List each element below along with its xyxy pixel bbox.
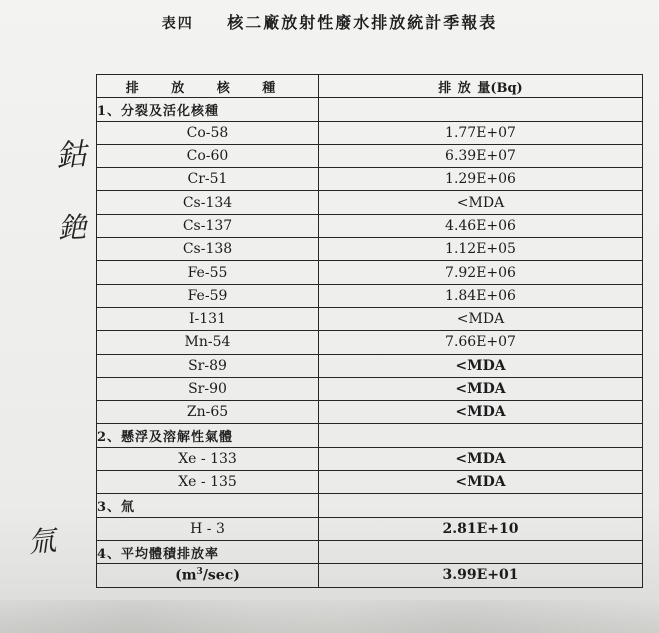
nuclide-cell: Cs-138 [97,238,319,261]
nuclide-cell: Co-58 [97,121,319,144]
paper-shadow [0,600,659,633]
nuclide-cell: Zn-65 [97,401,319,424]
table-row [97,168,643,191]
unit-prefix: (m [175,567,197,584]
table-row [97,238,643,261]
amount-cell: 1.84E+06 [319,284,643,307]
amount-cell: 4.46E+06 [319,214,643,237]
amount-cell: <MDA [319,191,643,214]
group-row [97,494,643,517]
group-label: 4、平均體積排放率 [97,540,319,563]
unit-suffix: /sec) [202,567,240,584]
nuclide-cell: Fe-59 [97,284,319,307]
group-row [97,540,643,563]
nuclide-cell: Cs-137 [97,214,319,237]
header-row [97,75,643,98]
table-row [97,284,643,307]
group-empty-cell [319,494,643,517]
header-amount: 排 放 量(Bq) [319,75,643,98]
group-label: 3、氚 [97,494,319,517]
table-number: 表四 [161,16,194,32]
nuclide-cell: Cr-51 [97,168,319,191]
table-row [97,144,643,167]
nuclide-cell: Sr-89 [97,354,319,377]
amount-cell: <MDA [319,377,643,400]
discharge-table [96,74,643,588]
table-row [97,377,643,400]
table-row [97,191,643,214]
amount-cell: <MDA [319,307,643,330]
group-label: 1、分裂及活化核種 [97,98,319,121]
amount-cell: <MDA [319,471,643,494]
table-title: 核二廠放射性廢水排放統計季報表 [227,13,498,32]
amount-cell: 1.12E+05 [319,238,643,261]
nuclide-cell: Xe - 133 [97,447,319,470]
amount-cell: 1.29E+06 [319,168,643,191]
nuclide-cell: Sr-90 [97,377,319,400]
amount-cell: <MDA [319,447,643,470]
unit-superscript: 3 [196,567,203,578]
amount-cell: 7.66E+07 [319,331,643,354]
table-row [97,447,643,470]
group-empty-cell [319,424,643,447]
table-row [97,401,643,424]
group-row [97,424,643,447]
page-title [0,10,659,33]
amount-cell: <MDA [319,401,643,424]
table-row [97,354,643,377]
nuclide-cell: Mn-54 [97,331,319,354]
nuclide-cell: I-131 [97,307,319,330]
nuclide-cell: Xe - 135 [97,471,319,494]
amount-cell: 1.77E+07 [319,121,643,144]
handwritten-note-cobalt: 鈷 [55,136,88,174]
handwritten-note-cesium: 銫 [57,210,87,245]
nuclide-cell [97,564,319,587]
amount-cell: <MDA [319,354,643,377]
amount-cell: 2.81E+10 [319,517,643,540]
table-row [97,564,643,587]
table-row [97,517,643,540]
table-row [97,307,643,330]
amount-cell: 6.39E+07 [319,144,643,167]
table-row [97,471,643,494]
group-empty-cell [319,98,643,121]
group-empty-cell [319,540,643,563]
table-row [97,214,643,237]
handwritten-note-tritium: 氚 [26,523,58,560]
table-row [97,331,643,354]
group-label: 2、懸浮及溶解性氣體 [97,424,319,447]
nuclide-cell: Cs-134 [97,191,319,214]
group-row [97,98,643,121]
header-nuclide: 排 放 核 種 [97,75,319,98]
nuclide-cell: Fe-55 [97,261,319,284]
table-row [97,261,643,284]
amount-cell: 7.92E+06 [319,261,643,284]
amount-cell: 3.99E+01 [319,564,643,587]
nuclide-cell: Co-60 [97,144,319,167]
nuclide-cell: H - 3 [97,517,319,540]
table-row [97,121,643,144]
